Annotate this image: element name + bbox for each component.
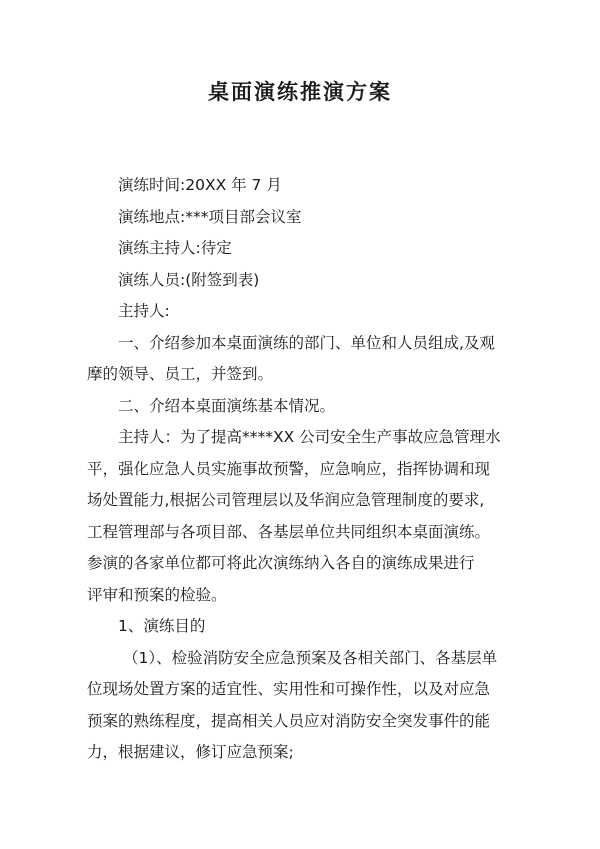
paragraph-line: 场处置能力,根据公司管理层以及华润应急管理制度的要求, <box>87 491 485 509</box>
paragraph-line: 评审和预案的检验。 <box>87 585 227 604</box>
document-title: 桌面演练推演方案 <box>208 79 392 104</box>
drill-time-line: 演练时间:20XX 年 7 月 <box>118 176 282 194</box>
drill-host-line: 演练主持人:待定 <box>118 239 232 257</box>
paragraph-line: （1）、检验消防安全应急预案及各相关部门、各基层单 <box>123 648 498 667</box>
paragraph-line: 二、介绍本桌面演练基本情况。 <box>118 396 336 415</box>
document-body <box>87 170 522 769</box>
paragraph-line: 一、介绍参加本桌面演练的部门、单位和人员组成,及观 <box>118 333 495 352</box>
paragraph-line: 平，强化应急人员实施事故预警，应急响应，指挥协调和现 <box>87 459 491 478</box>
section-heading: 1、演练目的 <box>118 617 206 635</box>
paragraph-line: 摩的领导、员工，并签到。 <box>87 365 274 383</box>
paragraph-line: 主持人：为了提高****XX 公司安全生产事故应急管理水 <box>118 428 501 446</box>
paragraph-line: 力，根据建议，修订应急预案; <box>87 743 294 761</box>
paragraph-line: 参演的各家单位都可将此次演练纳入各自的演练成果进行 <box>87 554 475 572</box>
drill-participants-line: 演练人员:(附签到表) <box>118 270 260 289</box>
drill-location-line: 演练地点:***项目部会议室 <box>118 207 302 226</box>
paragraph-line: 预案的熟练程度，提高相关人员应对消防安全突发事件的能 <box>87 711 491 730</box>
paragraph-line: 位现场处置方案的适宜性、实用性和可操作性，以及对应急 <box>87 680 491 698</box>
paragraph-line: 工程管理部与各项目部、各基层单位共同组织本桌面演练。 <box>87 522 491 541</box>
host-label-line: 主持人: <box>118 302 170 320</box>
